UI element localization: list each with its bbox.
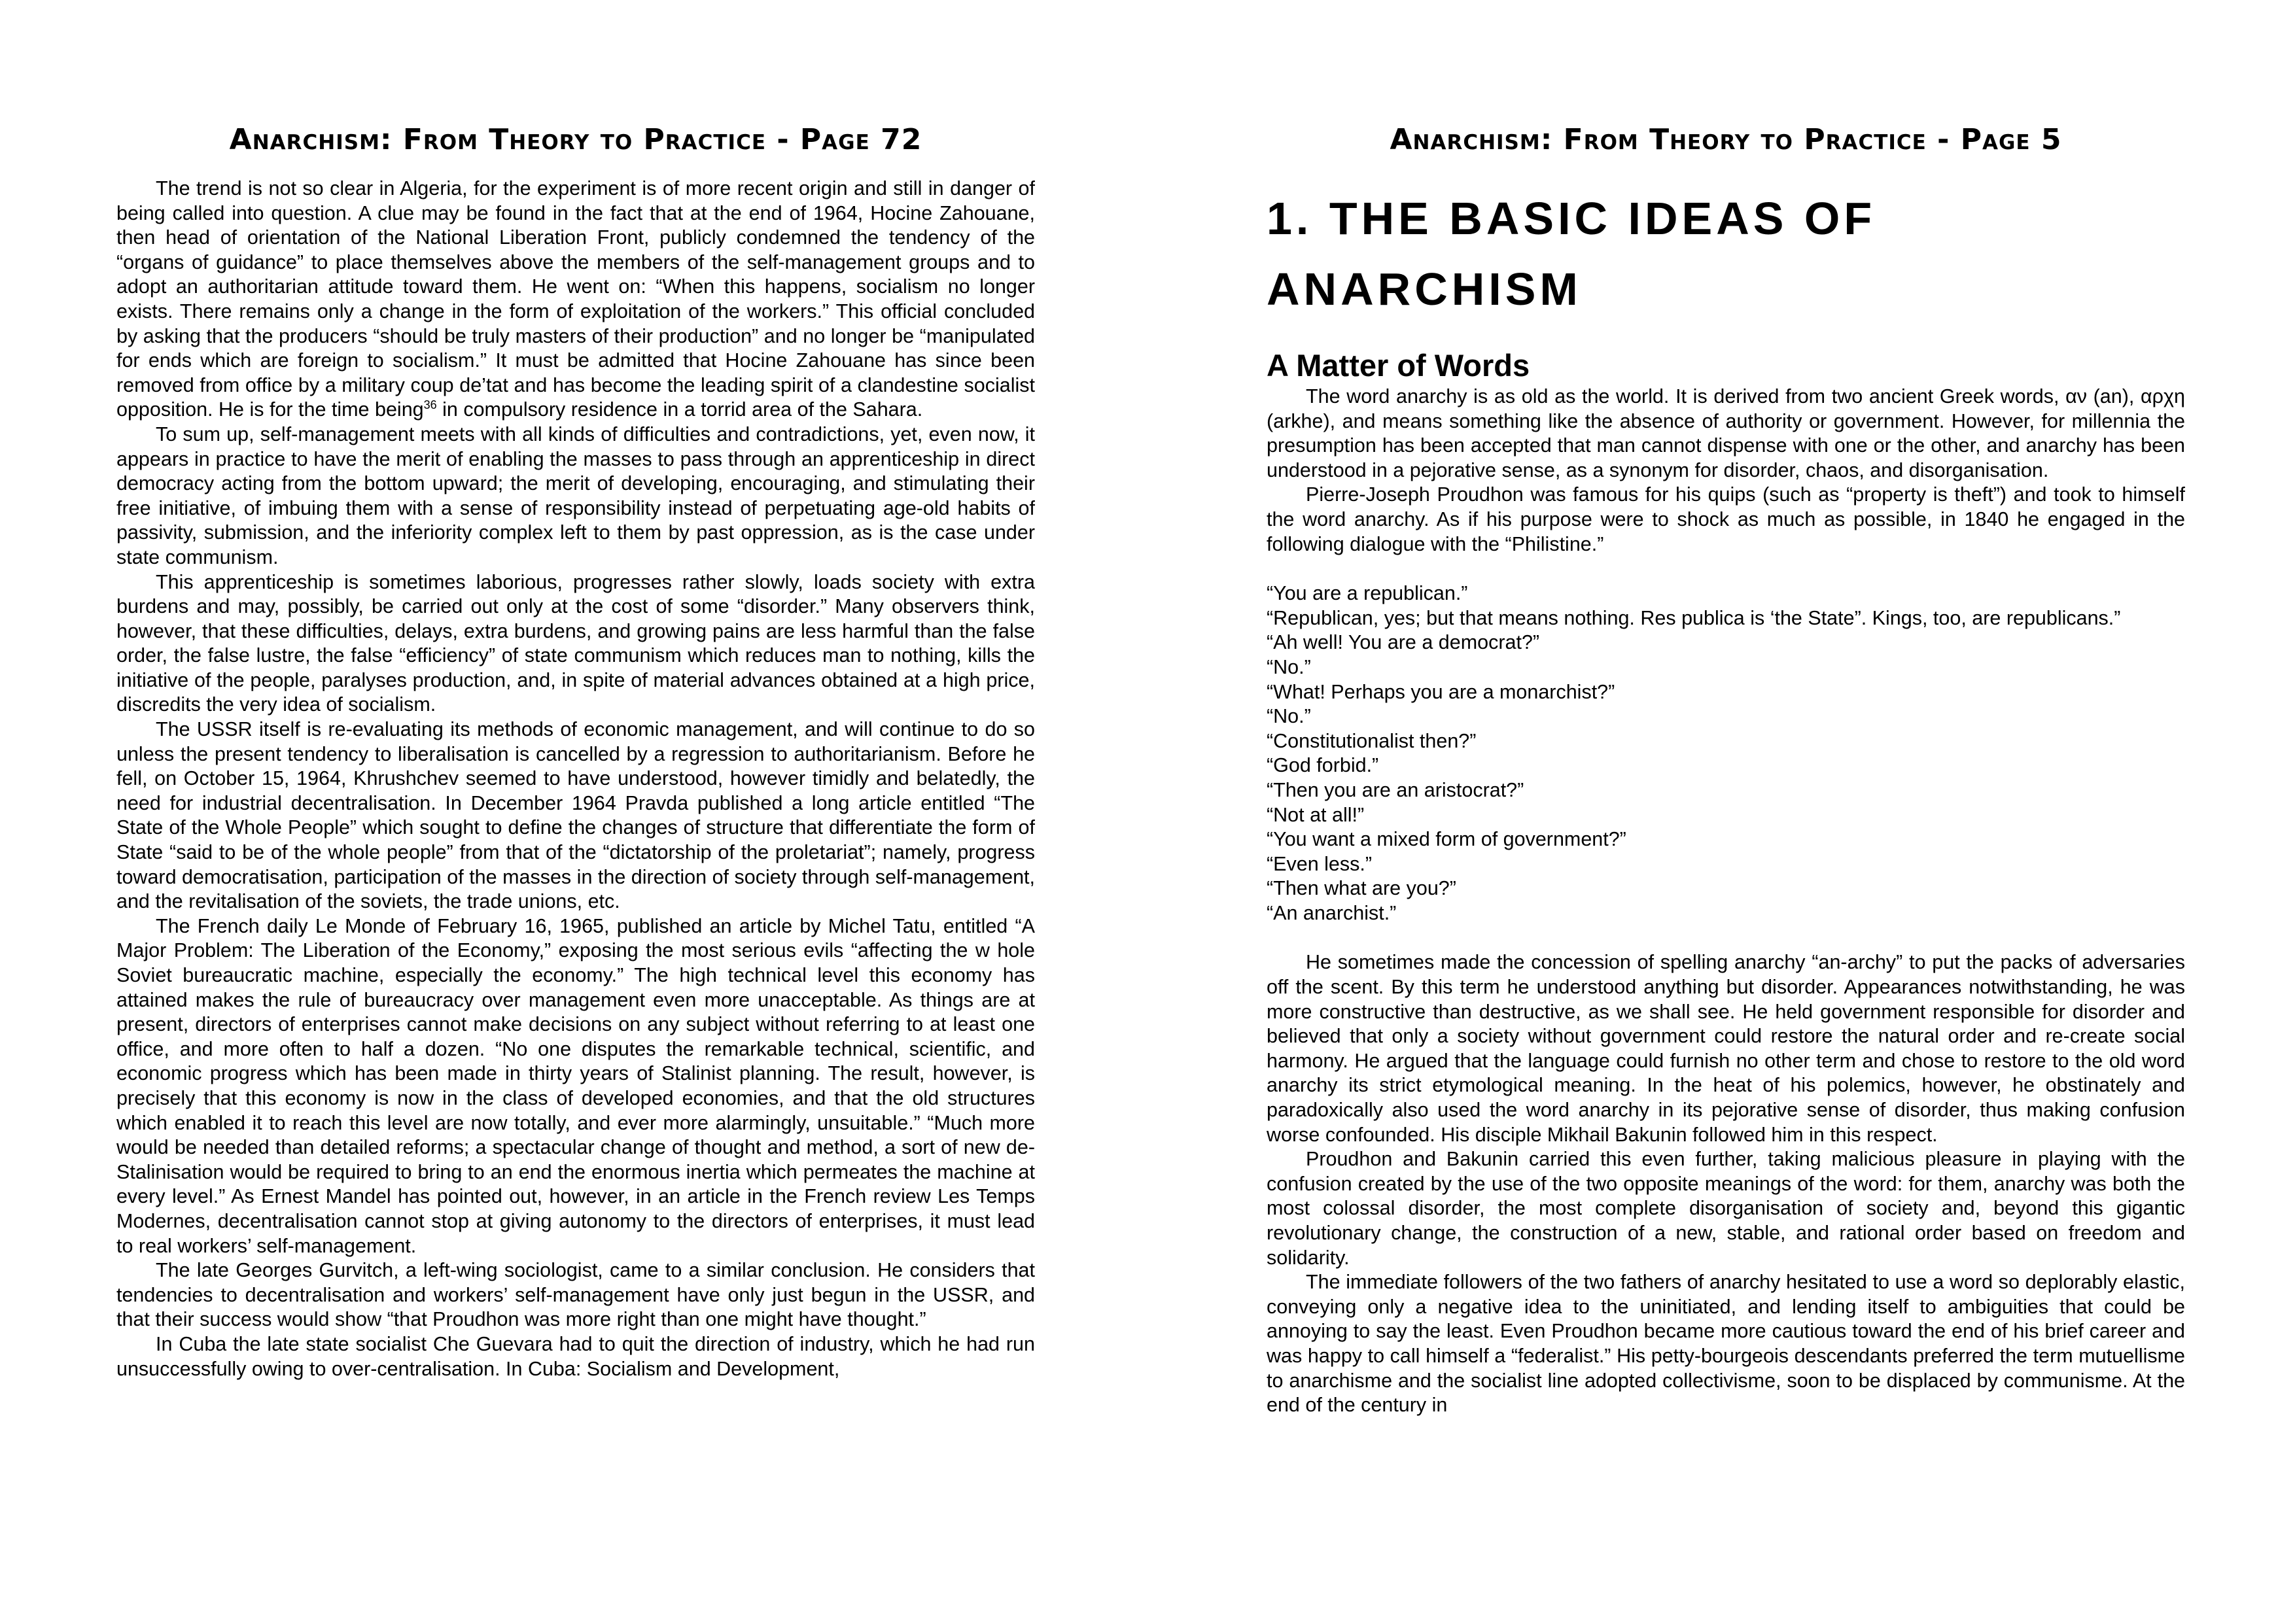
dialogue-line: “Then what are you?”	[1267, 877, 1456, 900]
section-title: A Matter of Words	[1267, 348, 1530, 383]
dialogue-line: “Then you are an aristocrat?”	[1267, 778, 1524, 801]
paragraph: Proudhon and Bakunin carried this even further, taking malicious pleasure in playing with the confusion created by the use of the two opposite meanings of the word: for them, anarchy was both the most colossal disorder, the most complete disorganisation of society and, beyond this gigantic revolutionary change, the construction of a new, stable, and rational order based on freedom and solidarity.	[1267, 1148, 2185, 1269]
chapter-title-line: ANARCHISM	[1267, 264, 1582, 315]
dialogue-line: “Republican, yes; but that means nothing. Res publica is ‘the State”. Kings, too, are republicans.”	[1267, 606, 2121, 629]
dialogue	[1267, 581, 2185, 925]
running-head: Anarchism: From Theory to Practice - Page 5	[1390, 123, 2062, 156]
paragraph: In Cuba the late state socialist Che Guevara had to quit the direction of industry, which he had run unsuccessfully owing to over-centralisation. In Cuba: Socialism and Development,	[116, 1332, 1035, 1380]
paragraph: Pierre-Joseph Proudhon was famous for his quips (such as “property is theft”) and took to himself the word anarchy. As if his purpose were to shock as much as possible, in 1840 he engaged in the following dialogue with the “Philistine.”	[1267, 483, 2185, 555]
paragraph-text: The trend is not so clear in Algeria, for the experiment is of more recent origin and still in danger of being called into question. A clue may be found in the fact that at the end of 1964, Hocine Zahouane, then head of orientation of the National Liberation Front, publicly condemned the tendency of the “organs of guidance” to place themselves above the members of the self-management groups and to adopt an authoritarian attitude toward them. He went on: “When this happens, socialism no longer exists. There remains only a change in the form of exploitation of the workers.” This official concluded by asking that the producers “should be truly masters of their production” and no longer be “manipulated for ends which are foreign to socialism.” It must be admitted that Hocine Zahouane has since been removed from office by a military coup de’tat and has become the leading spirit of a clandestine socialist opposition. He is for the time being	[116, 177, 1035, 421]
dialogue-line: “You want a mixed form of government?”	[1267, 828, 1626, 851]
running-head: Anarchism: From Theory to Practice - Page 72	[229, 123, 922, 156]
dialogue-line: “Not at all!”	[1267, 803, 1365, 826]
right-body-text	[1267, 950, 2185, 1417]
chapter-title-line: 1. THE BASIC IDEAS OF	[1267, 193, 1876, 244]
paragraph: He sometimes made the concession of spelling anarchy “an-archy” to put the packs of adversaries off the scent. By this term he understood anything but disorder. Appearances notwithstanding, he was more constructive than destructive, as we shall see. He held government responsible for disorder and believed that only a society without government could restore the natural order and re-create social harmony. He argued that the language could furnish no other term and chose to restore to the old word anarchy its strict etymological meaning. In the heat of his polemics, however, he obstinately and paradoxically also used the word anarchy in its pejorative sense of disorder, thus making confusion worse confounded. His disciple Mikhail Bakunin followed him in this respect.	[1267, 951, 2185, 1146]
dialogue-line: “What! Perhaps you are a monarchist?”	[1267, 680, 1615, 703]
left-body-text	[116, 177, 1035, 1381]
dialogue-line: “Ah well! You are a democrat?”	[1267, 631, 1540, 654]
paragraph: The immediate followers of the two fathers of anarchy hesitated to use a word so deplorably elastic, conveying only a negative idea to the uninitiated, and lending itself to ambiguities that could be annoying to say the least. Even Proudhon became more cautious toward the end of his brief career and was happy to call himself a “federalist.” His petty-bourgeois descendants preferred the term mutuellisme to anarchisme and the socialist line adopted collectivisme, soon to be displaced by communisme. At the end of the century in	[1267, 1271, 2185, 1417]
dialogue-line: “An anarchist.”	[1267, 901, 1397, 924]
paragraph: The USSR itself is re-evaluating its methods of economic management, and will continue to do so unless the present tendency to liberalisation is cancelled by a regression to authoritarianism. Before he fell, on October 15, 1964, Khrushchev seemed to have understood, however timidly and belatedly, the need for industrial decentralisation. In December 1964 Pravda published a long article entitled “The State of the Whole People” which sought to define the changes of structure that differentiate the form of State “said to be of the whole people” from that of the “dictatorship of the proletariat”; namely, progress toward democratisation, participation of the masses in the direction of society through self-management, and the revitalisation of the soviets, the trade unions, etc.	[116, 718, 1035, 913]
spacer	[1267, 925, 2185, 950]
paragraph: The French daily Le Monde of February 16, 1965, published an article by Michel Tatu, entitled “A Major Problem: The Liberation of the Economy,” exposing the most serious evils “affecting the w hole Soviet bureaucratic machine, especially the economy.” The high technical level this economy has attained makes the rule of bureaucracy over management even more unacceptable. As things are at present, directors of enterprises cannot make decisions on any subject without referring to at least one office, and more often to half a dozen. “No one disputes the remarkable technical, scientific, and economic progress which has been made in thirty years of Stalinist planning. The result, however, is precisely that this economy is now in the class of developed economies, and that the old structures which enabled it to reach this level are now totally, and ever more alarmingly, unsuitable.” “Much more would be needed than detailed reforms; a spectacular change of thought and method, a sort of new de-Stalinisation would be required to bring to an end the enormous inertia which permeates the machine at every level.” As Ernest Mandel has pointed out, however, in an article in the French review Les Temps Modernes, decentralisation cannot stop at giving autonomy to the directors of enterprises, it must lead to real workers’ self-management.	[116, 914, 1035, 1257]
paragraph: The late Georges Gurvitch, a left-wing sociologist, came to a similar conclusion. He considers that tendencies to decentralisation and workers’ self-management have only just begun in the USSR, and that their success would show “that Proudhon was more right than one might have thought.”	[116, 1259, 1035, 1331]
dialogue-line: “No.”	[1267, 655, 1311, 678]
paragraph: This apprenticeship is sometimes laborious, progresses rather slowly, loads society with extra burdens and may, possibly, be carried out only at the cost of some “disorder.” Many observers think, however, that these difficulties, delays, extra burdens, and growing pains are less harmful than the false order, the false lustre, the false “efficiency” of state communism which reduces man to nothing, kills the initiative of the people, paralyses production, and, in spite of material advances obtained at a high price, discredits the very idea of socialism.	[116, 570, 1035, 716]
dialogue-line: “You are a republican.”	[1267, 582, 1468, 605]
dialogue-line: “Constitutionalist then?”	[1267, 729, 1477, 752]
paragraph: To sum up, self-management meets with all kinds of difficulties and contradictions, yet, even now, it appears in practice to have the merit of enabling the masses to pass through an apprenticeship in direct democracy acting from the bottom upward; the merit of developing, encouraging, and stimulating their free initiative, of imbuing them with a sense of responsibility instead of perpetuating age-old habits of passivity, submission, and the inferiority complex left to them by past oppression, as is the case under state communism.	[116, 423, 1035, 568]
dialogue-line: “God forbid.”	[1267, 754, 1379, 777]
footnote-ref[interactable]: 36	[423, 398, 437, 412]
dialogue-line: “No.”	[1267, 705, 1311, 728]
left-page	[116, 0, 1035, 1624]
right-page	[1267, 0, 2185, 1624]
paragraph-text: in compulsory residence in a torrid area of the Sahara.	[436, 398, 923, 421]
paragraph: The word anarchy is as old as the world. It is derived from two ancient Greek words, αν (an), αρχη (arkhe), and means something like the absence of authority or government. However, for millennia the presumption has been accepted that man cannot dispense with one or the other, and anarchy has been understood in a pejorative sense, as a synonym for disorder, chaos, and disorganisation.	[1267, 385, 2185, 481]
dialogue-line: “Even less.”	[1267, 852, 1373, 875]
right-intro-text	[1267, 385, 2185, 557]
chapter-title	[1267, 183, 2185, 324]
paragraph	[116, 177, 1035, 423]
